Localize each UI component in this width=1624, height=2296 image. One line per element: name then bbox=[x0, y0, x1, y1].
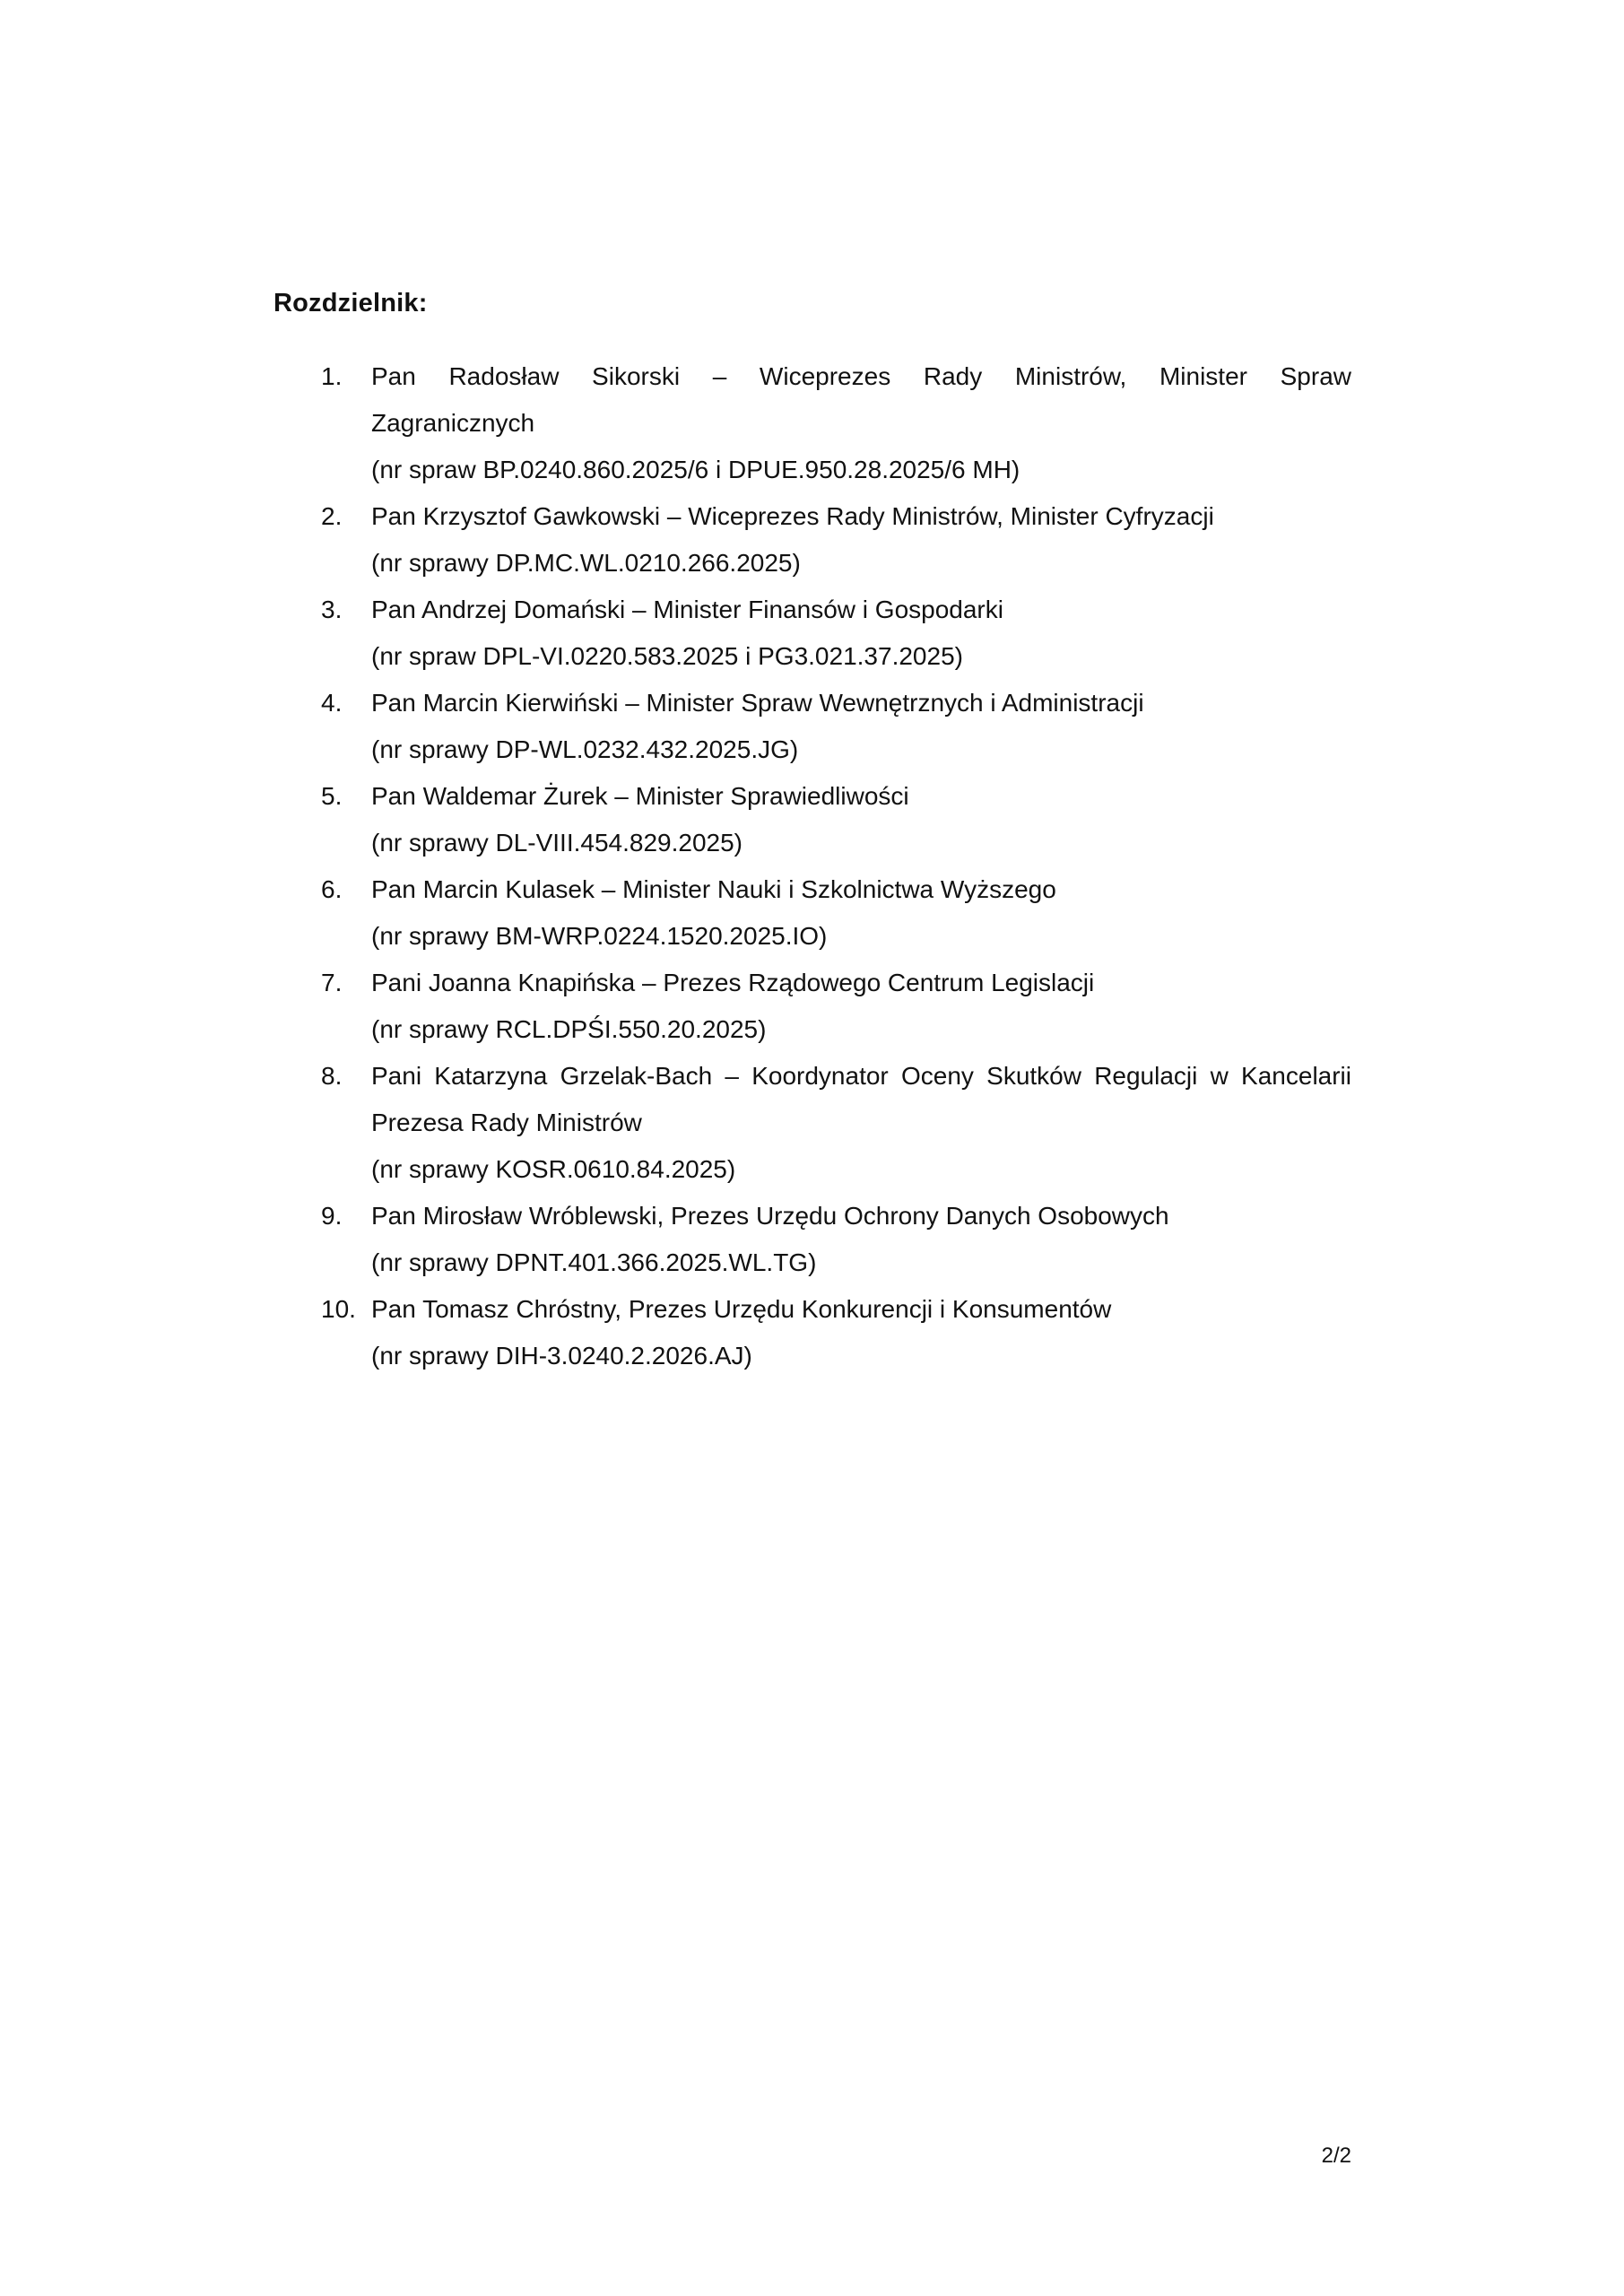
item-title-line: Zagranicznych bbox=[371, 409, 535, 437]
page-number: 2/2 bbox=[1321, 2144, 1351, 2168]
item-body bbox=[371, 1053, 1351, 1193]
item-case-number: (nr sprawy DL-VIII.454.829.2025) bbox=[371, 829, 743, 857]
item-body bbox=[371, 1286, 1351, 1379]
list-item bbox=[321, 960, 1351, 1053]
item-title-line: Pan Krzysztof Gawkowski – Wiceprezes Rady Ministrów, Minister Cyfryzacji bbox=[371, 502, 1214, 530]
distribution-list bbox=[321, 353, 1351, 1379]
item-case-number: (nr sprawy KOSR.0610.84.2025) bbox=[371, 1155, 736, 1183]
list-item bbox=[321, 866, 1351, 960]
item-number: 6. bbox=[321, 875, 343, 903]
item-title-line: Pan Andrzej Domański – Minister Finansów i Gospodarki bbox=[371, 596, 1003, 623]
item-number: 10. bbox=[321, 1295, 356, 1323]
item-number: 9. bbox=[321, 1202, 343, 1230]
section-heading: Rozdzielnik: bbox=[274, 289, 428, 317]
item-title-line: Pani Joanna Knapińska – Prezes Rządowego Centrum Legislacji bbox=[371, 969, 1095, 996]
list-item bbox=[321, 587, 1351, 680]
item-case-number: (nr spraw DPL-VI.0220.583.2025 i PG3.021.37.2025) bbox=[371, 642, 963, 670]
item-title-line: Pani Katarzyna Grzelak-Bach – Koordynator Oceny Skutków Regulacji w Kancelarii bbox=[371, 1062, 1351, 1090]
item-number: 1. bbox=[321, 362, 343, 390]
item-number: 4. bbox=[321, 689, 343, 717]
item-number: 7. bbox=[321, 969, 343, 996]
item-number: 5. bbox=[321, 782, 343, 810]
list-item bbox=[321, 773, 1351, 866]
list-item bbox=[321, 493, 1351, 587]
item-case-number: (nr sprawy RCL.DPŚI.550.20.2025) bbox=[371, 1015, 767, 1043]
item-body bbox=[371, 1193, 1351, 1286]
item-body bbox=[371, 866, 1351, 960]
item-case-number: (nr spraw BP.0240.860.2025/6 i DPUE.950.28.2025/6 MH) bbox=[371, 456, 1020, 483]
list-item bbox=[321, 1286, 1351, 1379]
item-number: 2. bbox=[321, 502, 343, 530]
item-number: 8. bbox=[321, 1062, 343, 1090]
item-title-line: Pan Marcin Kierwiński – Minister Spraw Wewnętrznych i Administracji bbox=[371, 689, 1144, 717]
item-number: 3. bbox=[321, 596, 343, 623]
item-body bbox=[371, 353, 1351, 493]
item-title-line: Pan Radosław Sikorski – Wiceprezes Rady Ministrów, Minister Spraw bbox=[371, 362, 1351, 390]
item-case-number: (nr sprawy DIH-3.0240.2.2026.AJ) bbox=[371, 1342, 752, 1370]
item-body bbox=[371, 587, 1351, 680]
list-item bbox=[321, 353, 1351, 493]
item-title-line: Pan Mirosław Wróblewski, Prezes Urzędu Ochrony Danych Osobowych bbox=[371, 1202, 1169, 1230]
list-item bbox=[321, 1193, 1351, 1286]
item-title-line: Pan Marcin Kulasek – Minister Nauki i Szkolnictwa Wyższego bbox=[371, 875, 1056, 903]
item-body bbox=[371, 680, 1351, 773]
item-case-number: (nr sprawy DP-WL.0232.432.2025.JG) bbox=[371, 735, 799, 763]
list-item bbox=[321, 1053, 1351, 1193]
item-title-line: Prezesa Rady Ministrów bbox=[371, 1109, 642, 1136]
item-case-number: (nr sprawy DP.MC.WL.0210.266.2025) bbox=[371, 549, 801, 577]
list-item bbox=[321, 680, 1351, 773]
item-title-line: Pan Tomasz Chróstny, Prezes Urzędu Konkurencji i Konsumentów bbox=[371, 1295, 1112, 1323]
item-case-number: (nr sprawy DPNT.401.366.2025.WL.TG) bbox=[371, 1248, 817, 1276]
item-body bbox=[371, 493, 1351, 587]
item-body bbox=[371, 773, 1351, 866]
item-title-line: Pan Waldemar Żurek – Minister Sprawiedliwości bbox=[371, 782, 909, 810]
item-case-number: (nr sprawy BM-WRP.0224.1520.2025.IO) bbox=[371, 922, 828, 950]
item-body bbox=[371, 960, 1351, 1053]
